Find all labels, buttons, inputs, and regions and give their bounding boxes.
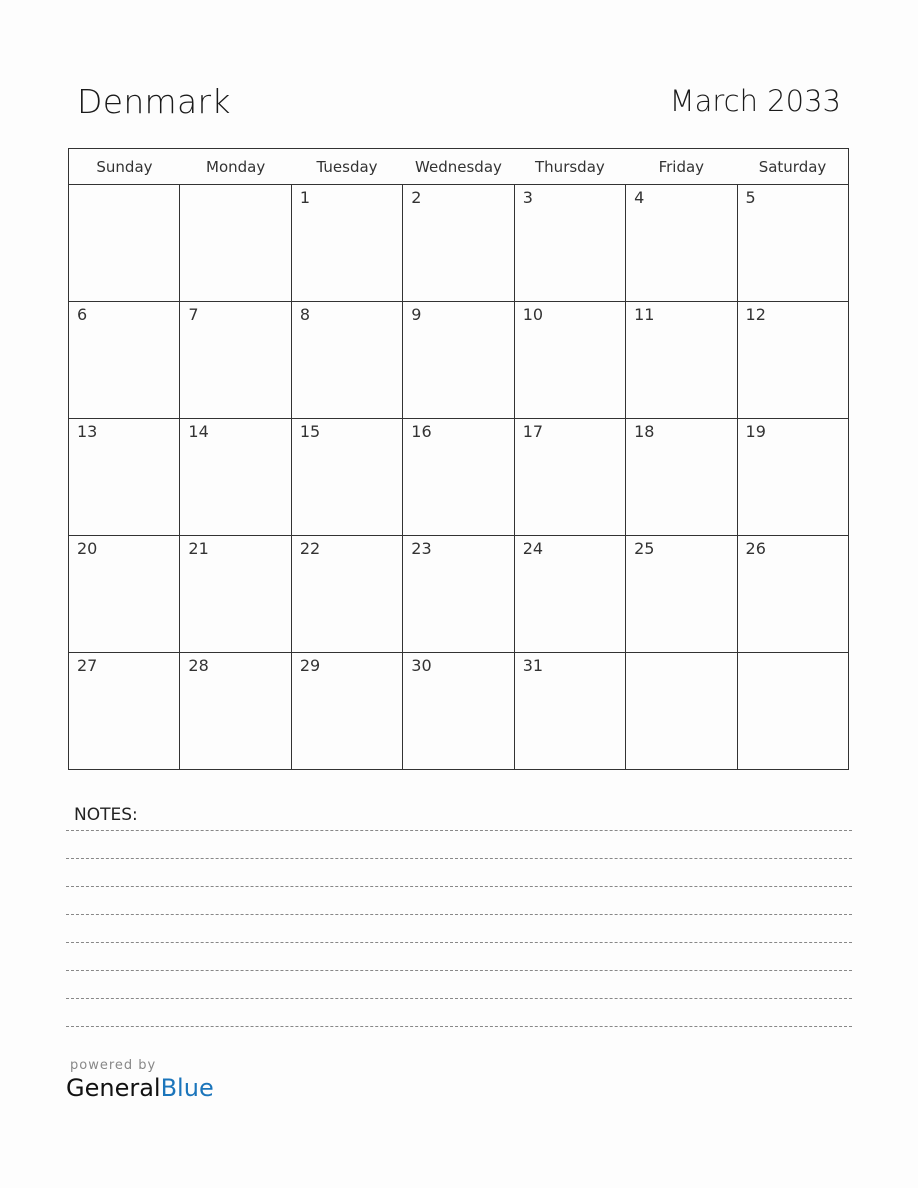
day-cell <box>291 419 402 536</box>
day-number: 17 <box>522 422 544 441</box>
day-number: 11 <box>634 305 655 324</box>
week-row <box>69 536 849 653</box>
brand-general: General <box>66 1074 161 1102</box>
note-line <box>66 886 852 887</box>
day-cell <box>403 536 514 653</box>
day-cell <box>403 302 514 419</box>
day-cell <box>514 653 625 770</box>
day-number: 28 <box>188 656 209 675</box>
day-cell <box>180 302 291 419</box>
day-number: 2 <box>411 188 422 207</box>
day-number: 1 <box>299 188 311 207</box>
day-number: 14 <box>188 422 209 441</box>
day-number: 30 <box>411 656 432 675</box>
day-cell <box>69 302 180 419</box>
week-row <box>69 185 849 302</box>
day-cell <box>514 536 625 653</box>
weekday-monday: Monday <box>180 149 291 185</box>
note-line <box>66 1026 852 1027</box>
note-line <box>66 942 852 943</box>
day-number: 25 <box>634 539 655 558</box>
day-cell <box>403 419 514 536</box>
day-cell <box>291 536 402 653</box>
day-number: 13 <box>77 422 98 441</box>
month-year-title: March 2033 <box>669 84 841 118</box>
day-cell <box>291 185 402 302</box>
weekday-friday: Friday <box>626 149 737 185</box>
day-cell <box>737 185 848 302</box>
day-number <box>180 185 290 188</box>
day-number: 21 <box>188 539 209 558</box>
day-number: 15 <box>299 422 321 441</box>
week-row <box>69 419 849 536</box>
note-line <box>66 998 852 999</box>
day-cell <box>626 185 737 302</box>
day-number: 27 <box>77 656 98 675</box>
day-number: 24 <box>522 539 544 558</box>
week-row <box>69 653 849 770</box>
day-cell <box>514 302 625 419</box>
day-number: 5 <box>745 188 756 207</box>
note-line <box>66 970 852 971</box>
weekday-wednesday: Wednesday <box>403 149 514 185</box>
day-number: 22 <box>299 539 321 558</box>
calendar-grid <box>68 148 849 770</box>
day-cell <box>403 653 514 770</box>
day-number: 12 <box>745 305 766 324</box>
day-cell <box>69 653 180 770</box>
day-number: 26 <box>745 539 766 558</box>
note-line <box>66 858 852 859</box>
day-cell <box>737 302 848 419</box>
day-number: 6 <box>77 305 88 324</box>
day-number: 20 <box>77 539 98 558</box>
day-cell <box>626 653 737 770</box>
weekday-header-row <box>69 149 849 185</box>
weekday-sunday: Sunday <box>69 149 180 185</box>
generalblue-logo <box>66 1074 214 1102</box>
day-cell <box>69 185 180 302</box>
day-number: 10 <box>522 305 544 324</box>
powered-by-text: powered by <box>70 1058 157 1073</box>
day-cell <box>180 185 291 302</box>
day-number <box>738 653 848 656</box>
day-number: 3 <box>522 188 533 207</box>
day-cell <box>180 419 291 536</box>
day-number: 19 <box>745 422 766 441</box>
day-cell <box>626 536 737 653</box>
brand-blue: Blue <box>160 1074 214 1102</box>
notes-label: NOTES: <box>74 805 138 825</box>
weekday-tuesday: Tuesday <box>291 149 402 185</box>
day-number: 8 <box>299 305 311 324</box>
note-line <box>66 830 852 831</box>
country-title: Denmark <box>77 82 231 121</box>
day-cell <box>737 536 848 653</box>
day-number: 31 <box>522 656 544 675</box>
note-line <box>66 914 852 915</box>
day-cell <box>626 419 737 536</box>
day-cell <box>180 536 291 653</box>
day-number: 9 <box>411 305 422 324</box>
day-cell <box>514 185 625 302</box>
day-cell <box>69 419 180 536</box>
day-cell <box>291 653 402 770</box>
day-cell <box>737 419 848 536</box>
day-number: 7 <box>188 305 199 324</box>
day-cell <box>626 302 737 419</box>
day-number: 18 <box>634 422 655 441</box>
day-number: 4 <box>634 188 645 207</box>
week-row <box>69 302 849 419</box>
day-cell <box>737 653 848 770</box>
day-number: 23 <box>411 539 432 558</box>
day-number: 16 <box>411 422 432 441</box>
weekday-saturday: Saturday <box>737 149 848 185</box>
day-cell <box>403 185 514 302</box>
weekday-thursday: Thursday <box>514 149 625 185</box>
day-number <box>626 653 736 656</box>
day-number: 29 <box>299 656 321 675</box>
day-cell <box>291 302 402 419</box>
day-cell <box>69 536 180 653</box>
day-number <box>69 185 179 188</box>
day-cell <box>180 653 291 770</box>
day-cell <box>514 419 625 536</box>
